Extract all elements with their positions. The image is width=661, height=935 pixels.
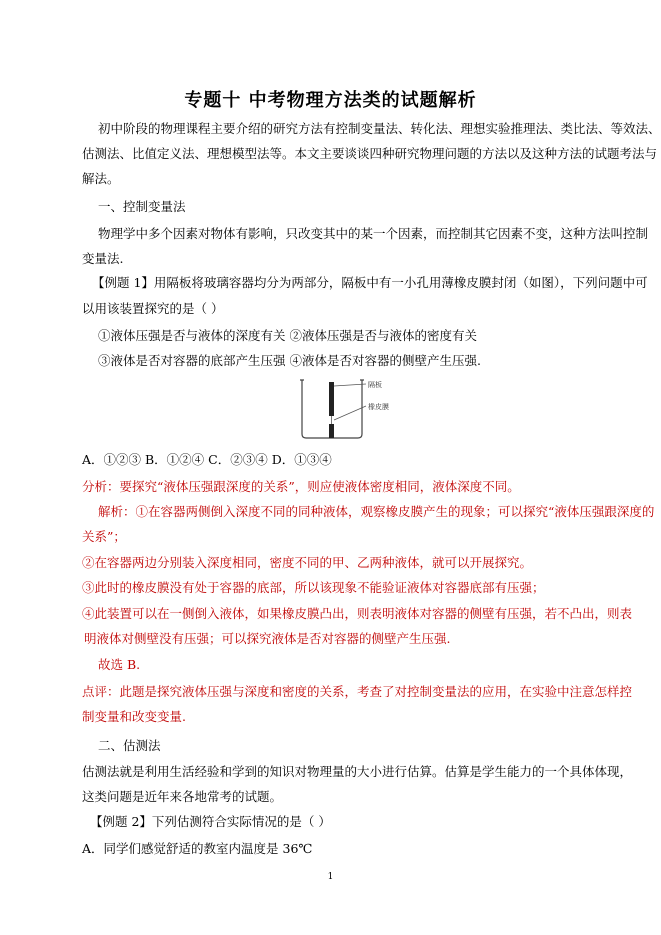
partitioned-container-diagram bbox=[298, 376, 408, 442]
example-1-question-line-2: 以用该装置探究的是（ ） bbox=[82, 301, 224, 316]
intro-line-1: 初中阶段的物理课程主要介绍的研究方法有控制变量法、转化法、理想实验推理法、类比法、等效法、 bbox=[98, 121, 661, 136]
section-2-heading: 二、估测法 bbox=[98, 738, 161, 753]
example-1-options-line-2: ③液体是否对容器的底部产生压强 ④液体是否对容器的侧壁产生压强. bbox=[98, 353, 481, 368]
example-1-solution-line-3: ②在容器两边分别装入深度相同，密度不同的甲、乙两种液体，就可以开展探究。 bbox=[82, 555, 533, 570]
example-1-analysis: 分析：要探究“液体压强跟深度的关系”，则应使液体密度相同，液体深度不同。 bbox=[82, 479, 520, 494]
page-number: 1 bbox=[327, 872, 334, 882]
example-1-solution-line-2: 关系”； bbox=[82, 529, 126, 544]
example-1-comment-line-1: 点评：此题是探究液体压强与深度和密度的关系，考查了对控制变量法的应用，在实验中注意怎样控 bbox=[82, 684, 633, 699]
page-title: 专题十 中考物理方法类的试题解析 bbox=[184, 90, 477, 111]
example-1-options-line-1: ①液体压强是否与液体的深度有关 ②液体压强是否与液体的密度有关 bbox=[98, 328, 477, 343]
example-1-comment-line-2: 制变量和改变变量. bbox=[82, 709, 186, 724]
figure-label-membrane: 橡皮膜 bbox=[368, 403, 389, 411]
example-1-solution-line-4: ③此时的橡皮膜没有处于容器的底部，所以该现象不能验证液体对容器底部有压强； bbox=[82, 580, 545, 595]
intro-line-2: 估测法、比值定义法、理想模型法等。本文主要谈谈四种研究物理问题的方法以及这种方法的试题考法与 bbox=[82, 146, 658, 161]
example-1-answer: 故选 B. bbox=[98, 657, 141, 672]
section-1-definition-line-2: 变量法. bbox=[82, 251, 124, 266]
container-figure bbox=[298, 376, 408, 442]
example-1-solution-line-1: 解析：①在容器两侧倒入深度不同的同种液体，观察橡皮膜产生的现象；可以探究“液体压强跟深度的 bbox=[98, 504, 655, 519]
example-1-choices: A．①②③ B．①②④ C．②③④ D．①③④ bbox=[82, 452, 332, 467]
section-2-definition-line-1: 估测法就是利用生活经验和学到的知识对物理量的大小进行估算。估算是学生能力的一个具体体现， bbox=[82, 764, 633, 779]
figure-label-partition: 隔板 bbox=[368, 381, 382, 389]
example-1-solution-line-5: ④此装置可以在一侧倒入液体，如果橡皮膜凸出，则表明液体对容器的侧壁有压强，若不凸出，则表 bbox=[82, 606, 633, 621]
example-1-solution-line-6: 明液体对侧壁没有压强；可以探究液体是否对容器的侧壁产生压强. bbox=[84, 631, 451, 646]
section-2-definition-line-2: 这类问题是近年来各地常考的试题。 bbox=[82, 789, 283, 804]
intro-line-3: 解法。 bbox=[82, 171, 120, 186]
example-2-option-a: A．同学们感觉舒适的教室内温度是 36℃ bbox=[82, 841, 313, 856]
example-2-question: 【例题 2】下列估测符合实际情况的是（ ） bbox=[90, 814, 331, 829]
example-1-question-line-1: 【例题 1】用隔板将玻璃容器均分为两部分，隔板中有一小孔用薄橡皮膜封闭（如图），下列问题中可 bbox=[92, 275, 648, 290]
section-1-heading: 一、控制变量法 bbox=[98, 199, 186, 214]
section-1-definition-line-1: 物理学中多个因素对物体有影响，只改变其中的某一个因素，而控制其它因素不变，这种方法叫控制 bbox=[98, 226, 649, 241]
